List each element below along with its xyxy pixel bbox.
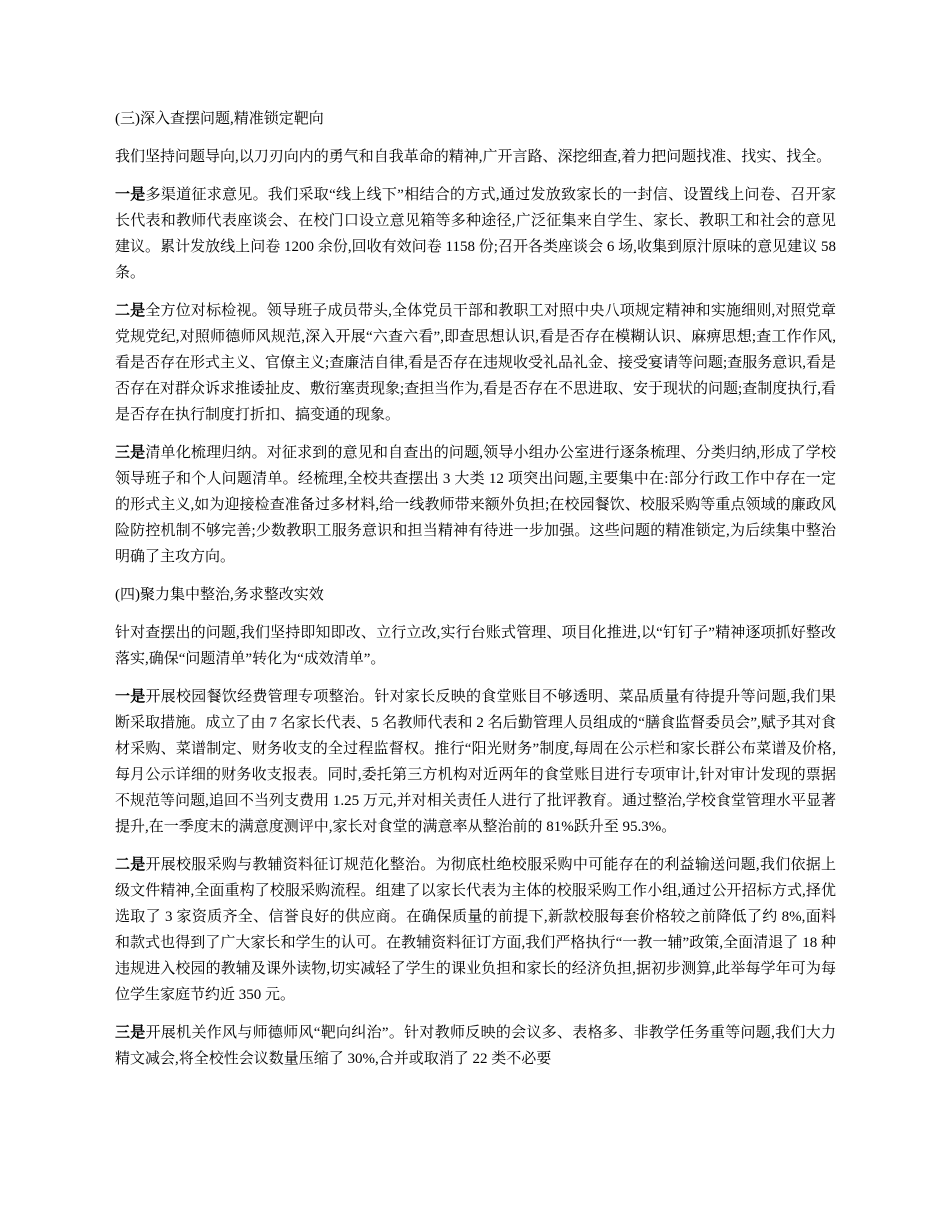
paragraph-10	[115, 1020, 836, 1072]
paragraph-text: 多渠道征求意见。我们采取“线上线下”相结合的方式,通过发放致家长的一封信、设置线上问卷、召开家长代表和教师代表座谈会、在校门口设立意见箱等多种途径,广泛征集来自学生、家长、教职工和社会的意见建议。累计发放线上问卷 1200 余份,回收有效问卷 1158 份;召开各类座谈会 6 场,收集到原汁原味的意见建议 58 条。	[115, 187, 836, 281]
paragraph-9	[115, 852, 836, 1008]
paragraph-text: 开展校园餐饮经费管理专项整治。针对家长反映的食堂账目不够透明、菜品质量有待提升等问题,我们果断采取措施。成立了由 7 名家长代表、5 名教师代表和 2 名后勤管理人员组成的“膳食监督委员会”,赋予其对食材采购、菜谱制定、财务收支的全过程监督权。推行“阳光财务”制度,每周在公示栏和家长群公布菜谱及价格,每月公示详细的财务收支报表。同时,委托第三方机构对近两年的食堂账目进行专项审计,针对审计发现的票据不规范等问题,追回不当列支费用 1.25 万元,并对相关责任人进行了批评教育。通过整治,学校食堂管理水平显著提升,在一季度末的满意度测评中,家长对食堂的满意率从整治前的 81%跃升至 95.3%。	[115, 689, 836, 835]
heading-text: (四)聚力集中整治,务求整改实效	[115, 587, 324, 603]
paragraph-text: 全方位对标检视。领导班子成员带头,全体党员干部和教职工对照中央八项规定精神和实施细则,对照党章党规党纪,对照师德师风规范,深入开展“六查六看”,即查思想认识,看是否存在模糊认识、麻痹思想;查工作作风,看是否存在形式主义、官僚主义;查廉洁自律,看是否存在违规收受礼品礼金、接受宴请等问题;查服务意识,看是否存在对群众诉求推诿扯皮、敷衍塞责现象;查担当作为,看是否存在不思进取、安于现状的问题;查制度执行,看是否存在执行制度打折扣、搞变通的现象。	[115, 303, 836, 423]
paragraph-lead: 一是	[115, 187, 146, 203]
paragraph-2	[115, 144, 836, 170]
paragraph-7	[115, 620, 836, 672]
paragraph-4	[115, 298, 836, 428]
paragraph-lead: 一是	[115, 689, 146, 705]
heading-text: (三)深入查摆问题,精准锁定靶向	[115, 111, 324, 127]
paragraph-3	[115, 182, 836, 286]
section-heading-1	[115, 106, 836, 132]
paragraph-8	[115, 684, 836, 840]
section-heading-6	[115, 582, 836, 608]
paragraph-text: 开展校服采购与教辅资料征订规范化整治。为彻底杜绝校服采购中可能存在的利益输送问题,我们依据上级文件精神,全面重构了校服采购流程。组建了以家长代表为主体的校服采购工作小组,通过公开招标方式,择优选取了 3 家资质齐全、信誉良好的供应商。在确保质量的前提下,新款校服每套价格较之前降低了约 8%,面料和款式也得到了广大家长和学生的认可。在教辅资料征订方面,我们严格执行“一教一辅”政策,全面清退了 18 种违规进入校园的教辅及课外读物,切实减轻了学生的课业负担和家长的经济负担,据初步测算,此举每学年可为每位学生家庭节约近 350 元。	[115, 857, 836, 1003]
paragraph-lead: 二是	[115, 857, 146, 873]
paragraph-text: 清单化梳理归纳。对征求到的意见和自查出的问题,领导小组办公室进行逐条梳理、分类归纳,形成了学校领导班子和个人问题清单。经梳理,全校共查摆出 3 大类 12 项突出问题,主要集中在:部分行政工作中存在一定的形式主义,如为迎接检查准备过多材料,给一线教师带来额外负担;在校园餐饮、校服采购等重点领域的廉政风险防控机制不够完善;少数教职工服务意识和担当精神有待进一步加强。这些问题的精准锁定,为后续集中整治明确了主攻方向。	[115, 445, 836, 565]
paragraph-lead: 三是	[115, 1025, 146, 1041]
paragraph-5	[115, 440, 836, 570]
paragraph-text: 开展机关作风与师德师风“靶向纠治”。针对教师反映的会议多、表格多、非教学任务重等问题,我们大力精文减会,将全校性会议数量压缩了 30%,合并或取消了 22 类不必要	[115, 1025, 836, 1067]
paragraph-lead: 三是	[115, 445, 146, 461]
paragraph-lead: 二是	[115, 303, 146, 319]
paragraph-text: 我们坚持问题导向,以刀刃向内的勇气和自我革命的精神,广开言路、深挖细查,着力把问题找准、找实、找全。	[115, 149, 832, 165]
paragraph-text: 针对查摆出的问题,我们坚持即知即改、立行立改,实行台账式管理、项目化推进,以“钉钉子”精神逐项抓好整改落实,确保“问题清单”转化为“成效清单”。	[115, 625, 836, 667]
